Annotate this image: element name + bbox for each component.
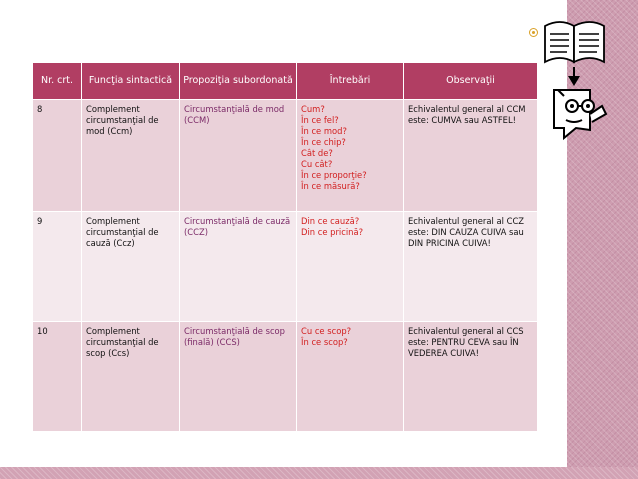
question: Din ce pricină? <box>301 227 364 237</box>
column-header-propozitia: Propoziţia subordonată <box>180 63 297 100</box>
row-number: 9 <box>33 212 82 322</box>
question: Cât de? <box>301 148 333 158</box>
circle-bullet-icon <box>529 28 538 37</box>
syntactic-function: Complement circumstanţial de cauză (Ccz) <box>82 212 180 322</box>
questions <box>297 100 404 212</box>
subordinate-clause: Circumstanţială de scop (finală) (CCS) <box>180 322 297 432</box>
column-header-functia: Funcţia sintactică <box>82 63 180 100</box>
syntax-table <box>32 62 538 432</box>
column-header-nr: Nr. crt. <box>33 63 82 100</box>
row-number: 10 <box>33 322 82 432</box>
observations: Echivalentul general al CCM este: CUMVA sau ASTFEL! <box>404 100 538 212</box>
questions <box>297 212 404 322</box>
table-row <box>33 212 538 322</box>
question: În ce măsură? <box>301 181 360 191</box>
subordinate-clause: Circumstanţială de cauză (CCZ) <box>180 212 297 322</box>
decorative-bottom-strip <box>0 467 638 479</box>
question: Din ce cauză? <box>301 216 360 226</box>
question: Cu ce scop? <box>301 326 352 336</box>
book-and-reader-clipart-icon <box>540 10 614 150</box>
observations: Echivalentul general al CCS este: PENTRU CEVA sau ÎN VEDEREA CUIVA! <box>404 322 538 432</box>
question: În ce proporţie? <box>301 170 367 180</box>
row-number: 8 <box>33 100 82 212</box>
table-row <box>33 100 538 212</box>
question: Cu cât? <box>301 159 333 169</box>
question: Cum? <box>301 104 325 114</box>
table-row <box>33 322 538 432</box>
table-header-row <box>33 63 538 100</box>
column-header-observatii: Observaţii <box>404 63 538 100</box>
question: În ce chip? <box>301 137 346 147</box>
question: În ce mod? <box>301 126 347 136</box>
question: În ce scop? <box>301 337 348 347</box>
question: În ce fel? <box>301 115 339 125</box>
column-header-intrebari: Întrebări <box>297 63 404 100</box>
observations: Echivalentul general al CCZ este: DIN CAUZA CUIVA sau DIN PRICINA CUIVA! <box>404 212 538 322</box>
subordinate-clause: Circumstanţială de mod (CCM) <box>180 100 297 212</box>
questions <box>297 322 404 432</box>
syntactic-function: Complement circumstanţial de scop (Ccs) <box>82 322 180 432</box>
syntactic-function: Complement circumstanţial de mod (Ccm) <box>82 100 180 212</box>
